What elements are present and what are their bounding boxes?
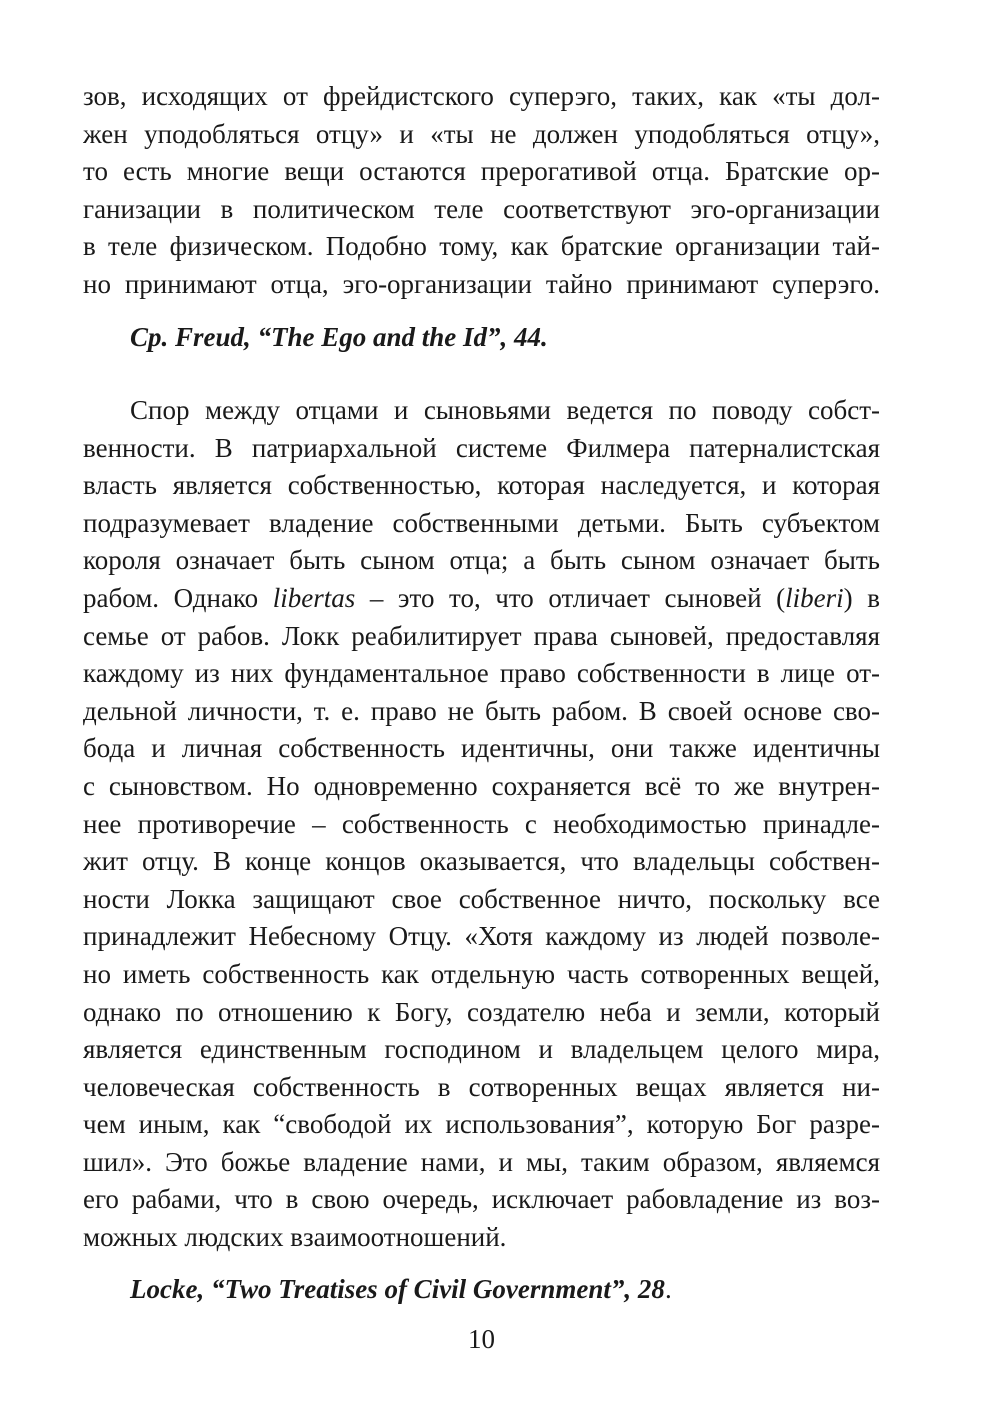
text-line: но иметь собственность как отдельную часть сотворенных вещей, [83,958,880,989]
citation-locke [130,1270,672,1308]
text-line: в теле физическом. Подобно тому, как братские организации тай- [83,231,880,262]
text-line: зов, исходящих от фрейдистского суперэго, таких, как «ты дол- [83,81,880,111]
text-line: но принимают отца, эго-организации тайно принимают суперэго. [83,268,880,299]
paragraph-locke [83,392,880,1257]
latin-term-libertas: libertas [272,582,356,613]
text-line: является единственным господином и владельцем целого мира, [83,1034,880,1065]
text-line: жит отцу. В конце концов оказывается, что владельцы собствен- [83,846,880,877]
text-segment: рабом. Однако [83,582,273,613]
text-line: человеческая собственность в сотворенных вещах является ни- [83,1071,880,1102]
citation-freud: Cp. Freud, “The Ego and the Id”, 44. [130,322,548,352]
text-line: подразумевает владение собственными детьми. Быть субъектом [83,507,880,538]
text-line: каждому из них фундаментальное право собственности в лице от- [83,658,880,689]
page-number: 10 [468,1324,495,1354]
text-line: Спор между отцами и сыновьями ведется по поводу собст- [130,395,880,425]
text-line: короля означает быть сыном отца; а быть сыном означает быть [83,545,880,576]
text-line-with-latin [83,580,880,618]
citation-period: . [664,1274,672,1304]
text-line: можных людских взаимоотношений. [83,1222,507,1253]
text-line: дельной личности, т. е. право не быть рабом. В своей основе сво- [83,695,880,726]
text-line: ганизации в политическом теле соответствуют эго-организации [83,193,880,224]
text-line: принадлежит Небесному Отцу. «Хотя каждому из людей позволе- [83,921,880,952]
text-line: власть является собственностью, которая наследуется, и которая [83,470,880,501]
text-line: то есть многие вещи остаются прерогативой отца. Братские ор- [83,156,880,187]
latin-term-liberi: liberi [785,582,844,613]
text-line: жен уподобляться отцу» и «ты не должен уподобляться отцу», [83,118,880,149]
text-line: с сыновством. Но одновременно сохраняется всё то же внутрен- [83,770,880,801]
text-line: его рабами, что в свою очередь, исключает рабовладение из воз- [83,1184,880,1215]
citation-text: Locke, “Two Treatises of Civil Government”, 28 [130,1274,665,1304]
paragraph-continued [83,78,880,304]
text-line: семье от рабов. Локк реабилитирует права сыновей, предоставляя [83,620,880,651]
text-segment: ) в [843,582,880,613]
text-line: шил». Это божье владение нами, и мы, таким образом, являемся [83,1146,880,1177]
text-line: нее противоречие – собственность с необходимостью принадле- [83,808,880,839]
text-line: чем иным, как “свободой их использования”, которую Бог разре- [83,1109,880,1140]
text-segment: – это то, что отличает сыновей ( [355,582,786,613]
text-line: бода и личная собственность идентичны, они также идентичны [83,733,880,764]
text-line: ности Локка защищают свое собственное ничто, поскольку все [83,883,880,914]
text-line: однако по отношению к Богу, создателю неба и земли, который [83,996,880,1027]
text-line: венности. В патриархальной системе Филмера патерналистская [83,432,880,463]
